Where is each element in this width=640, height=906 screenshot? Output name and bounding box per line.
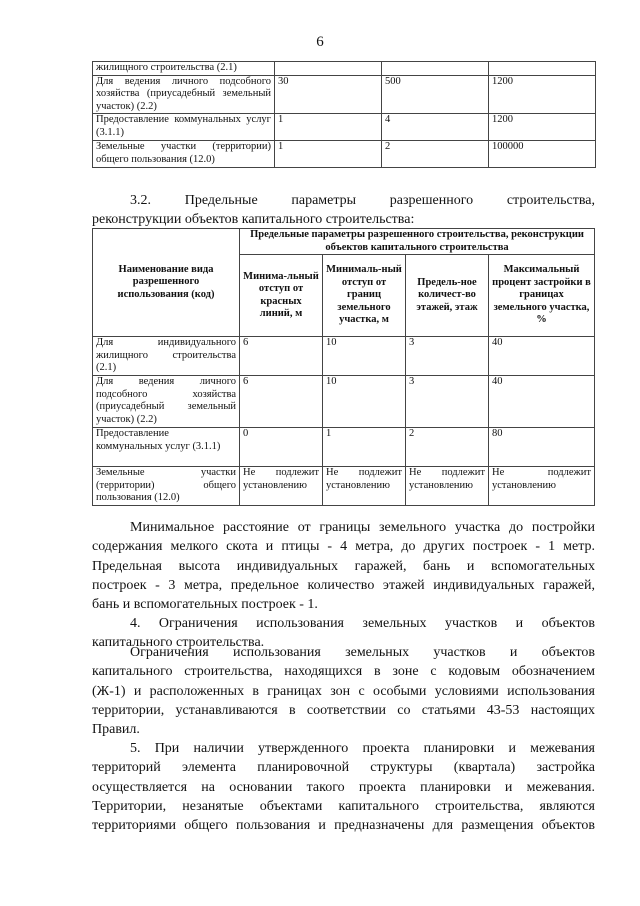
table-cell: 1200	[489, 114, 596, 141]
table-cell-name: жилищного строительства (2.1)	[93, 62, 275, 76]
text-line: 5. При наличии утвержденного проекта планировки и межевания	[130, 741, 595, 756]
text-line: капитального строительства.	[92, 635, 265, 651]
text-line: Ограничения использования земельных участков и объектов	[130, 645, 595, 660]
table-limit-parameters	[92, 228, 595, 506]
paragraph-min-distance	[92, 518, 595, 614]
table-row	[93, 114, 596, 141]
table-cell: Не подлежит установлению	[323, 467, 406, 506]
heading-line	[92, 191, 595, 210]
table-continued-limits	[92, 61, 596, 168]
table-cell	[382, 62, 489, 76]
text-line: капитального строительства, находящихся в зоне с кодовым обозначением	[92, 664, 595, 680]
table-cell: 6	[240, 376, 323, 428]
table-cell: 500	[382, 75, 489, 114]
header-name: Наименование вида разрешенного использования (код)	[93, 229, 240, 337]
text-line: территорий элемента планировочной структуры (квартала) застройка	[92, 760, 595, 776]
section-heading-3-2	[92, 191, 595, 229]
table-row	[93, 141, 596, 168]
table-cell: 3	[406, 376, 489, 428]
text-line: Правил.	[92, 722, 140, 738]
section-number: 3.2.	[130, 193, 151, 208]
table-cell: 3	[406, 337, 489, 376]
text-line: 4. Ограничения использования земельных участков и объектов	[130, 616, 595, 631]
table-cell: 4	[382, 114, 489, 141]
text-line: содержания мелкого скота и птицы - 4 метра, до других построек - 1 метр.	[92, 539, 595, 555]
paragraph-5	[92, 739, 595, 835]
table-cell: 1	[275, 114, 382, 141]
table-cell: Не подлежит установлению	[240, 467, 323, 506]
heading-word: строительства,	[506, 193, 595, 208]
table-header-row	[93, 229, 595, 255]
text-line: (Ж-1) и расположенных в границах зон с особыми условиями использования	[92, 683, 595, 699]
heading-word: параметры	[291, 193, 357, 208]
table-cell-name: Предоставление коммунальных услуг (3.1.1)	[93, 114, 275, 141]
table-row	[93, 75, 596, 114]
text-line: построек - 3 метра, предельное количество этажей индивидуальных гаражей,	[92, 577, 595, 593]
table-cell-name: Для ведения личного подсобного хозяйства (приусадебный земельный участок) (2.2)	[93, 75, 275, 114]
table-row	[93, 428, 595, 467]
table-cell: Не подлежит установлению	[406, 467, 489, 506]
table-cell: 100000	[489, 141, 596, 168]
table-cell-name: Для ведения личного подсобного хозяйства (приусадебный земельный участок) (2.2)	[93, 376, 240, 428]
heading-line: реконструкции объектов капитального строительства:	[92, 212, 415, 227]
table-cell-name: Предоставление коммунальных услуг (3.1.1)	[93, 428, 240, 467]
table-cell-name: Земельные участки (территории) общего пользования (12.0)	[93, 467, 240, 506]
table-row	[93, 337, 595, 376]
table-cell-name: Для индивидуального жилищного строительства (2.1)	[93, 337, 240, 376]
table-cell: 1200	[489, 75, 596, 114]
text-line: территориями общего пользования и предназначены для размещения объектов	[92, 818, 595, 834]
column-header: Минималь-ный отступ от границ земельного участка, м	[323, 255, 406, 337]
table-row	[93, 62, 596, 76]
text-line: территории, устанавливаются в соответствии со статьями 43-53 настоящих	[92, 702, 595, 718]
table-cell: Не подлежит установлению	[489, 467, 595, 506]
table-cell	[275, 62, 382, 76]
column-header: Максимальный процент застройки в границах земельного участка, %	[489, 255, 595, 337]
table-cell: 80	[489, 428, 595, 467]
text-line: Территории, незанятые объектами капитального строительства, являются	[92, 798, 595, 814]
page-number: 6	[316, 34, 324, 50]
table-cell: 0	[240, 428, 323, 467]
table-cell: 1	[323, 428, 406, 467]
table-cell-name: Земельные участки (территории) общего пользования (12.0)	[93, 141, 275, 168]
table-cell: 1	[275, 141, 382, 168]
text-line: осуществляется на основании такого проекта планировки и межевания.	[92, 779, 595, 795]
header-group: Предельные параметры разрешенного строительства, реконструкции объектов капитального строительства	[240, 229, 595, 255]
table-cell: 10	[323, 376, 406, 428]
table-row	[93, 467, 595, 506]
heading-word: разрешенного	[389, 193, 474, 208]
text-line: Минимальное расстояние от границы земельного участка до постройки	[130, 520, 595, 535]
text-line: Предельная высота индивидуальных гаражей, бань и вспомогательных	[92, 558, 595, 574]
table-row	[93, 376, 595, 428]
table-cell: 40	[489, 337, 595, 376]
table-cell	[489, 62, 596, 76]
table-cell: 6	[240, 337, 323, 376]
table-cell: 10	[323, 337, 406, 376]
table-cell: 2	[406, 428, 489, 467]
column-header: Минима-льный отступ от красных линий, м	[240, 255, 323, 337]
text-line: бань и вспомогательных построек - 1.	[92, 597, 318, 613]
table-cell: 40	[489, 376, 595, 428]
paragraph-restrictions	[92, 643, 595, 739]
table-cell: 30	[275, 75, 382, 114]
column-header: Предель-ное количест-во этажей, этаж	[406, 255, 489, 337]
table-cell: 2	[382, 141, 489, 168]
heading-word: Предельные	[184, 193, 258, 208]
